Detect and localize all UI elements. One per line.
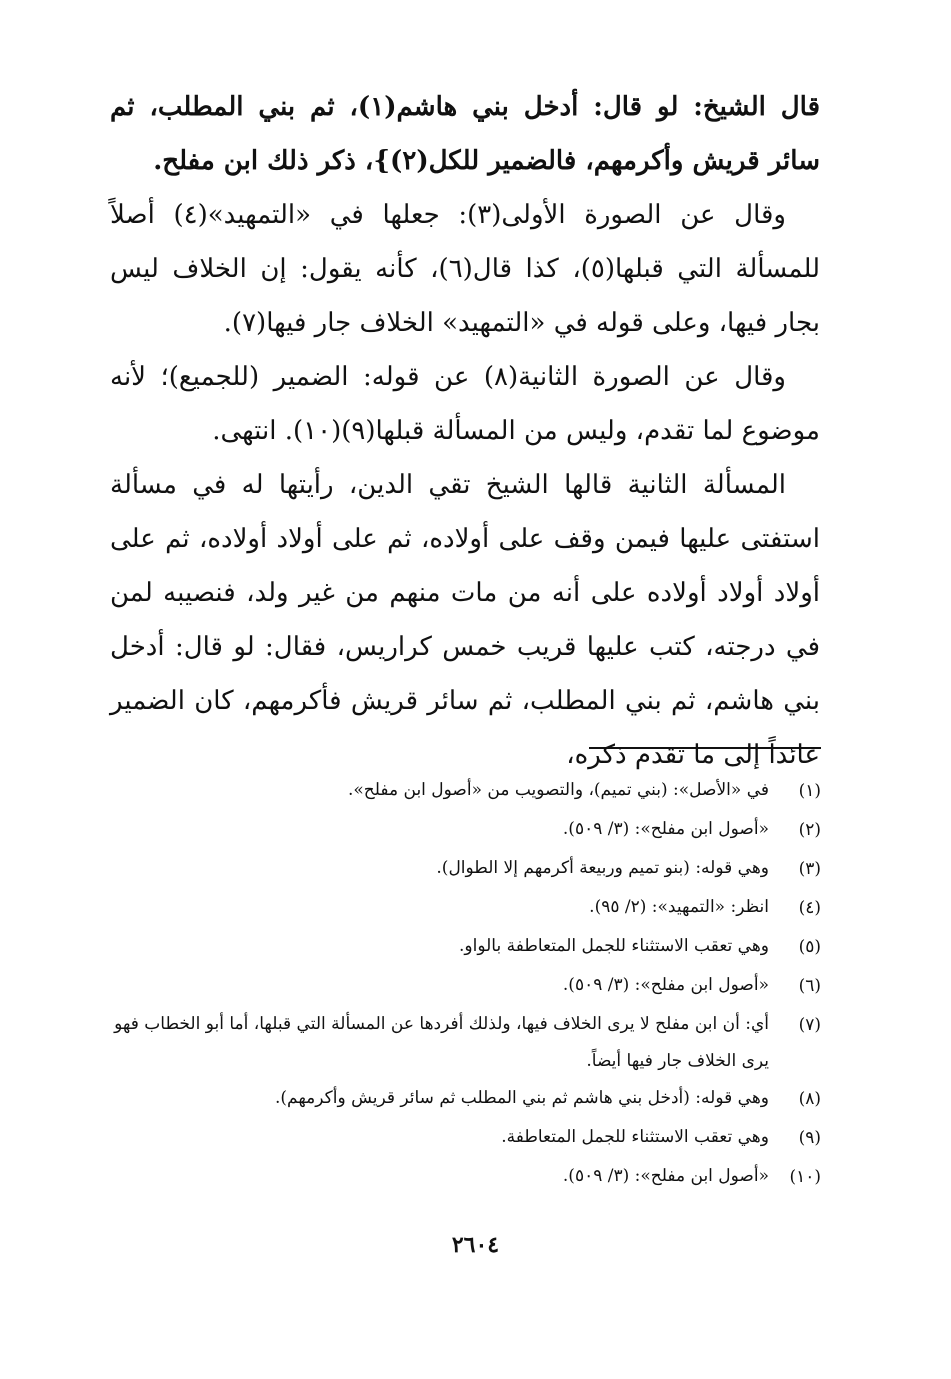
page-number: ٢٦٠٤ [451, 1232, 500, 1258]
footnote-10 [109, 1158, 821, 1197]
footnote-4 [109, 889, 821, 928]
footnote-number: (٤) [798, 898, 821, 918]
footnote-number: (٩) [798, 1128, 821, 1148]
footnote-7 [109, 1006, 821, 1080]
footnote-1 [109, 772, 821, 811]
footnote-9 [109, 1119, 821, 1158]
page-body [110, 80, 820, 782]
footnote-text: «أصول ابن مفلح»: (٣/ ٥٠٩). [562, 1166, 769, 1186]
footnote-text: وهي تعقب الاستثناء للجمل المتعاطفة بالواو. [459, 936, 769, 956]
footnote-number: (٨) [798, 1089, 821, 1109]
footnote-number: (١) [798, 781, 821, 801]
footnote-8 [109, 1080, 821, 1119]
footnote-number: (١٠) [789, 1167, 821, 1187]
footnote-text: أي: أن ابن مفلح لا يرى الخلاف فيها، ولذلك أفردها عن المسألة التي قبلها، أما أبو الخطاب فهو يرى الخلاف جار فيها أيضاً. [114, 1014, 769, 1071]
footnote-2 [109, 811, 821, 850]
paragraph-3: وقال عن الصورة الثانية(٨) عن قوله: الضمير (للجميع)؛ لأنه موضوع لما تقدم، وليس من المسألة قبلها(٩)(١٠). انتهى. [110, 362, 820, 446]
paragraph-1: قال الشيخ: لو قال: أدخل بني هاشم(١)، ثم بني المطلب، ثم سائر قريش وأكرمهم، فالضمير للكل(٢)}، ذكر ذلك ابن مفلح. [110, 92, 820, 176]
footnote-number: (٢) [798, 820, 821, 840]
footnote-text: وهي قوله: (بنو تميم وربيعة أكرمهم إلا الطوال). [436, 858, 769, 878]
footnote-6 [109, 967, 821, 1006]
footnote-text: في «الأصل»: (بني تميم)، والتصويب من «أصول ابن مفلح». [347, 780, 769, 800]
footnotes [109, 772, 821, 1197]
footnote-number: (٥) [798, 937, 821, 957]
paragraph-2: وقال عن الصورة الأولى(٣): جعلها في «التمهيد»(٤) أصلاً للمسألة التي قبلها(٥)، كذا قال(٦)، كأنه يقول: إن الخلاف ليس بجار فيها، وعلى قوله في «التمهيد» الخلاف جار فيها(٧). [110, 200, 820, 338]
footnote-text: انظر: «التمهيد»: (٢/ ٩٥). [589, 897, 769, 917]
footnote-3 [109, 850, 821, 889]
footnote-text: وهي قوله: (أدخل بني هاشم ثم بني المطلب ثم سائر قريش وأكرمهم). [274, 1088, 769, 1108]
main-text [110, 80, 820, 782]
footnote-5 [109, 928, 821, 967]
paragraph-4: المسألة الثانية قالها الشيخ تقي الدين، رأيتها له في مسألة استفتى عليها فيمن وقف على أولاده، ثم على أولاد أولاده، ثم على أولاد أولاد أولاده على أنه من مات منهم من غير ولد، فنصيبه لمن في درجته، كتب عليها قريب خمس كراريس، فقال: لو قال: أدخل بني هاشم، ثم بني المطلب، ثم سائر قريش فأكرمهم، كان الضمير عائداً إلى ما تقدم ذكره، [110, 470, 820, 770]
footnote-number: (٧) [798, 1015, 821, 1035]
footnote-text: «أصول ابن مفلح»: (٣/ ٥٠٩). [562, 975, 769, 995]
footnote-text: وهي تعقب الاستثناء للجمل المتعاطفة. [501, 1127, 769, 1147]
footnote-separator [589, 747, 821, 749]
footnote-number: (٦) [798, 976, 821, 996]
footnote-number: (٣) [798, 859, 821, 879]
footnote-text: «أصول ابن مفلح»: (٣/ ٥٠٩). [562, 819, 769, 839]
